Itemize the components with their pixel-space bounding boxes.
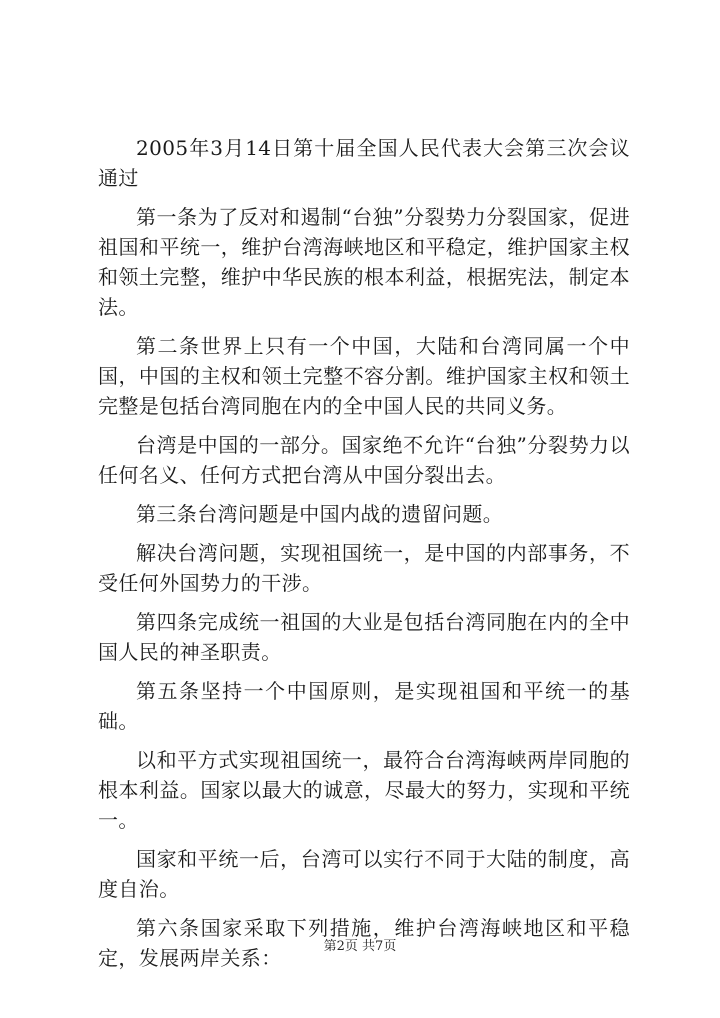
paragraph-article-5-cont-2: 国家和平统一后，台湾可以实行不同于大陆的制度，高度自治。 [98,847,630,901]
document-body [98,133,630,982]
paragraph-article-5: 第五条坚持一个中国原则，是实现祖国和平统一的基础。 [98,679,630,733]
paragraph-adoption-date: 2005年3月14日第十届全国人民代表大会第三次会议通过 [98,136,630,190]
paragraph-article-1: 第一条为了反对和遏制“台独”分裂势力分裂国家，促进祖国和平统一，维护台湾海峡地区和平稳定，维护国家主权和领土完整，维护中华民族的根本利益，根据宪法，制定本法。 [98,205,630,319]
paragraph-article-2-cont: 台湾是中国的一部分。国家绝不允许“台独”分裂势力以任何名义、任何方式把台湾从中国分裂出去。 [98,433,630,487]
paragraph-article-4: 第四条完成统一祖国的大业是包括台湾同胞在内的全中国人民的神圣职责。 [98,610,630,664]
paragraph-article-2: 第二条世界上只有一个中国，大陆和台湾同属一个中国，中国的主权和领土完整不容分割。维护国家主权和领土完整是包括台湾同胞在内的全中国人民的共同义务。 [98,334,630,418]
paragraph-article-6: 第六条国家采取下列措施，维护台湾海峡地区和平稳定，发展两岸关系： [98,916,630,970]
paragraph-article-3-cont: 解决台湾问题，实现祖国统一，是中国的内部事务，不受任何外国势力的干涉。 [98,541,630,595]
page-footer [0,938,720,956]
paragraph-article-5-cont-1: 以和平方式实现祖国统一，最符合台湾海峡两岸同胞的根本利益。国家以最大的诚意，尽最大的努力，实现和平统一。 [98,748,630,832]
paragraph-article-3: 第三条台湾问题是中国内战的遗留问题。 [136,502,504,526]
page-number-indicator: 第2页 共7页 [323,939,397,954]
